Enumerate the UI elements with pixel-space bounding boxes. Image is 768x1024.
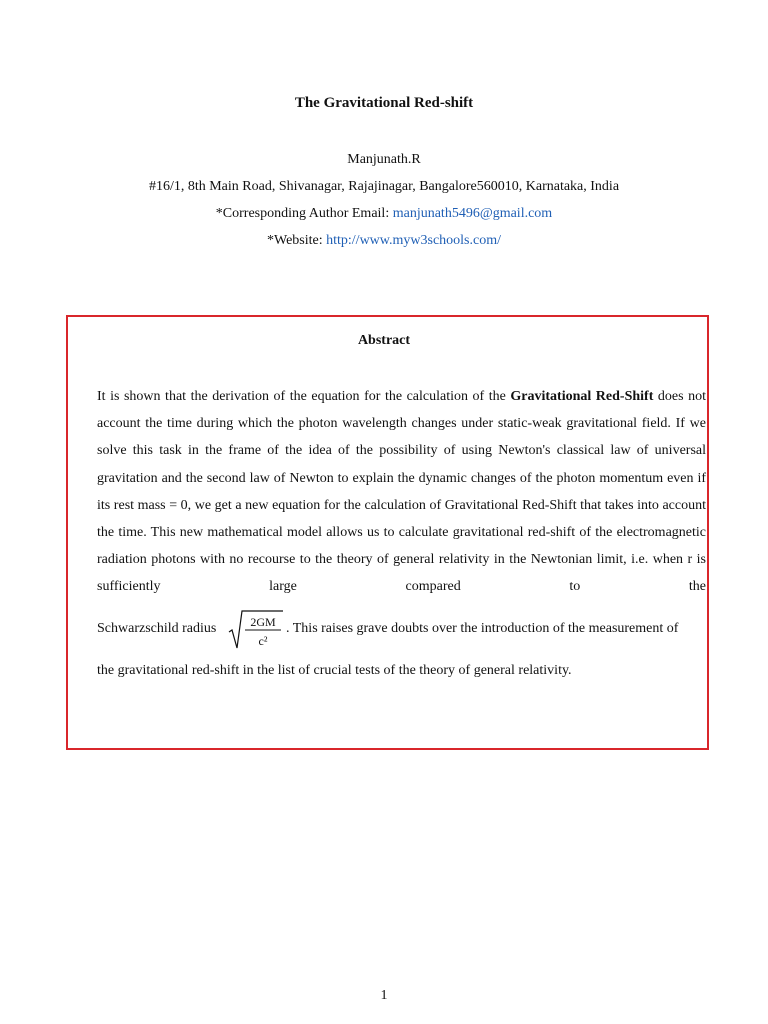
page-number: 1 (380, 988, 388, 1003)
abstract-text-main: does not account the time during which the photon wavelength changes under static-weak gravitational field. If we solve this task in the frame of the idea of the possibility of using Newton's classical law of universal gravitation and the second law of Newton to explain the dynamic changes of the photon momentum even if its rest mass = 0, we get a new equation for the calculation of Gravitational Red-Shift that takes into account the time. This new mathematical model allows us to calculate gravitational red-shift of the electromagnetic radiation photons with no recourse to the theory of general relativity in the Newtonian limit, i.e. when r is sufficiently large compared to the (97, 389, 706, 595)
website-label: *Website: (266, 233, 327, 248)
abstract-bold-term: Gravitational Red-Shift (510, 389, 654, 404)
abstract-text-start: It is shown that the derivation of the equation for the calculation of the (97, 389, 511, 404)
formula-denominator: c² (258, 634, 268, 648)
abstract-body (97, 383, 706, 601)
radius-label: Schwarzschild radius (97, 621, 217, 636)
paper-title: The Gravitational Red-shift (294, 95, 474, 111)
author-name: Manjunath.R (347, 152, 421, 167)
author-address: #16/1, 8th Main Road, Shivanagar, Rajajinagar, Bangalore560010, Karnataka, India (148, 179, 620, 194)
email-line (0, 206, 768, 222)
formula-numerator: 2GM (250, 615, 276, 629)
radius-trailing-text: . This raises grave doubts over the introduction of the measurement of (286, 621, 679, 636)
abstract-heading: Abstract (357, 333, 411, 348)
email-link[interactable]: manjunath5496@gmail.com (392, 206, 553, 221)
website-line (0, 233, 768, 249)
schwarzschild-formula (228, 608, 284, 652)
abstract-last-line: the gravitational red-shift in the list of crucial tests of the theory of general relativity. (97, 663, 572, 678)
schwarzschild-radius-line (97, 608, 706, 652)
email-label: *Corresponding Author Email: (215, 206, 393, 221)
website-link[interactable]: http://www.myw3schools.com/ (326, 233, 501, 248)
